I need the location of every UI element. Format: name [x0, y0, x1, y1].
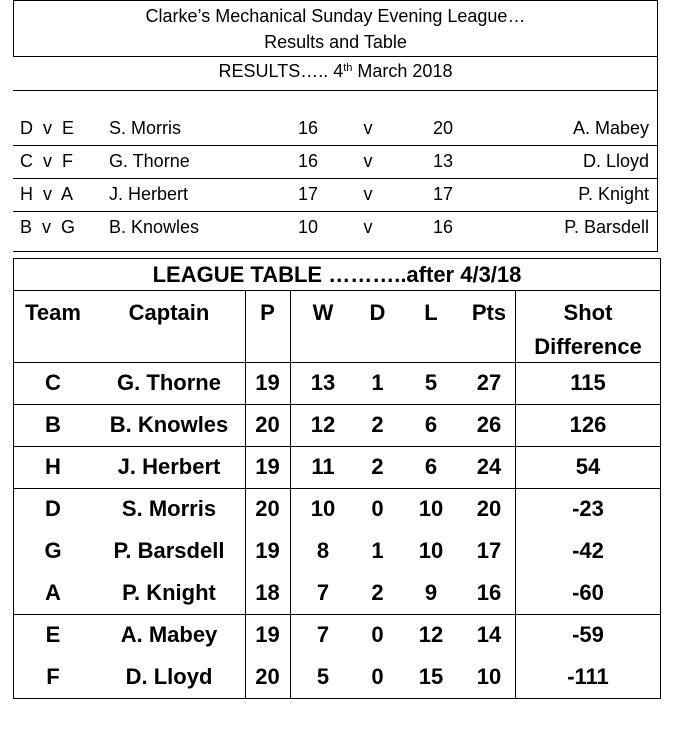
- table-top-border: [13, 258, 661, 259]
- away-captain: P. Barsdell: [564, 217, 649, 237]
- won-cell: 7: [316, 580, 330, 605]
- lost-cell: 5: [424, 370, 438, 395]
- versus: v: [363, 118, 373, 138]
- played-cell: 18: [255, 580, 280, 605]
- home-captain: S. Morris: [109, 118, 181, 138]
- drawn-cell: 1: [371, 370, 384, 395]
- page-subtitle: Results and Table: [264, 32, 407, 52]
- captain-cell: S. Morris: [121, 496, 217, 521]
- drawn-header: D: [369, 300, 386, 325]
- shot-difference-cell: -60: [572, 580, 604, 605]
- shot-difference-cell: -59: [572, 622, 604, 647]
- fixture-code: H v A: [20, 184, 74, 204]
- team-cell: A: [45, 580, 61, 605]
- points-cell: 27: [476, 370, 502, 395]
- drawn-cell: 0: [371, 622, 384, 647]
- column-divider: [245, 290, 246, 698]
- captain-cell: D. Lloyd: [125, 664, 213, 689]
- league-name: Clarke’s Mechanical Sunday Evening League…: [145, 6, 526, 26]
- won-cell: 5: [316, 664, 330, 689]
- lost-cell: 9: [424, 580, 438, 605]
- title-divider: [13, 290, 661, 291]
- home-captain: J. Herbert: [109, 184, 189, 204]
- won-cell: 8: [316, 538, 330, 563]
- shot-difference-cell: 54: [575, 454, 601, 479]
- home-score: 16: [297, 151, 319, 171]
- away-score: 20: [432, 118, 454, 138]
- won-cell: 13: [310, 370, 336, 395]
- results-top-border: [13, 0, 658, 1]
- team-cell: F: [46, 664, 60, 689]
- lost-cell: 6: [424, 412, 438, 437]
- team-cell: B: [45, 412, 61, 437]
- home-score: 17: [297, 184, 319, 204]
- captain-cell: P. Barsdell: [113, 538, 225, 563]
- points-cell: 10: [476, 664, 502, 689]
- shot-difference-cell: 126: [569, 412, 607, 437]
- drawn-cell: 0: [371, 496, 384, 521]
- home-captain: G. Thorne: [109, 151, 190, 171]
- row-divider: [13, 404, 661, 405]
- won-cell: 7: [316, 622, 330, 647]
- points-cell: 26: [476, 412, 502, 437]
- team-cell: C: [45, 370, 61, 395]
- played-cell: 19: [255, 370, 280, 395]
- played-cell: 20: [255, 412, 280, 437]
- lost-cell: 10: [418, 496, 444, 521]
- row-divider: [13, 488, 661, 489]
- drawn-cell: 2: [371, 580, 384, 605]
- drawn-cell: 2: [371, 454, 384, 479]
- row-divider: [13, 698, 661, 699]
- result-row: [13, 112, 658, 145]
- captain-cell: A. Mabey: [120, 622, 218, 647]
- lost-cell: 6: [424, 454, 438, 479]
- shot-header-line2: Difference: [534, 334, 642, 359]
- lost-cell: 12: [418, 622, 444, 647]
- result-row: [13, 145, 658, 178]
- fixture-code: B v G: [20, 217, 76, 237]
- played-cell: 20: [255, 496, 280, 521]
- team-cell: E: [45, 622, 61, 647]
- home-captain: B. Knowles: [109, 217, 200, 237]
- played-cell: 20: [255, 664, 280, 689]
- results-section: [13, 0, 658, 252]
- results-bottom-border: [13, 251, 658, 252]
- away-score: 16: [432, 217, 454, 237]
- won-cell: 12: [310, 412, 336, 437]
- played-cell: 19: [255, 622, 280, 647]
- shot-difference-cell: -42: [572, 538, 604, 563]
- team-header: Team: [25, 300, 81, 325]
- captain-cell: P. Knight: [122, 580, 216, 605]
- points-header: Pts: [471, 300, 507, 325]
- lost-cell: 10: [418, 538, 444, 563]
- away-captain: A. Mabey: [572, 118, 649, 138]
- versus: v: [363, 184, 373, 204]
- away-captain: P. Knight: [578, 184, 649, 204]
- points-cell: 17: [476, 538, 502, 563]
- points-cell: 20: [476, 496, 502, 521]
- fixture-code: D v E: [20, 118, 75, 138]
- won-header: W: [312, 300, 334, 325]
- shot-difference-cell: 115: [570, 370, 606, 395]
- points-cell: 24: [476, 454, 502, 479]
- captain-cell: B. Knowles: [109, 412, 229, 437]
- versus: v: [363, 151, 373, 171]
- versus: v: [363, 217, 373, 237]
- row-divider: [13, 446, 661, 447]
- won-cell: 10: [310, 496, 336, 521]
- away-captain: D. Lloyd: [582, 151, 649, 171]
- divider: [13, 56, 658, 57]
- won-cell: 11: [311, 454, 335, 479]
- column-divider: [515, 290, 516, 698]
- shot-difference-cell: -111: [567, 664, 609, 689]
- points-cell: 16: [476, 580, 502, 605]
- drawn-cell: 2: [371, 412, 384, 437]
- played-cell: 19: [255, 538, 280, 563]
- divider: [13, 90, 658, 91]
- drawn-cell: 1: [371, 538, 384, 563]
- shot-difference-cell: -23: [572, 496, 604, 521]
- drawn-cell: 0: [371, 664, 384, 689]
- home-score: 16: [297, 118, 319, 138]
- home-score: 10: [297, 217, 319, 237]
- row-divider: [13, 614, 661, 615]
- team-cell: H: [45, 454, 61, 479]
- played-cell: 19: [255, 454, 280, 479]
- header-divider: [13, 362, 661, 363]
- league-table-title: LEAGUE TABLE ………..after 4/3/18: [152, 262, 522, 287]
- captain-header: Captain: [128, 300, 210, 325]
- shot-header: Shot: [563, 300, 613, 325]
- captain-cell: J. Herbert: [117, 454, 221, 479]
- lost-header: L: [424, 300, 438, 325]
- team-cell: D: [45, 496, 61, 521]
- column-divider: [290, 290, 291, 698]
- result-row: [13, 178, 658, 211]
- played-header: P: [260, 300, 275, 325]
- away-score: 13: [432, 151, 454, 171]
- league-table: [13, 258, 661, 698]
- points-cell: 14: [476, 622, 502, 647]
- fixture-code: C v F: [20, 151, 73, 171]
- captain-cell: G. Thorne: [117, 370, 221, 395]
- team-cell: G: [44, 538, 62, 563]
- lost-cell: 15: [418, 664, 444, 689]
- result-row: [13, 211, 658, 244]
- away-score: 17: [432, 184, 454, 204]
- results-date-heading: RESULTS….. 4th March 2018: [218, 61, 453, 81]
